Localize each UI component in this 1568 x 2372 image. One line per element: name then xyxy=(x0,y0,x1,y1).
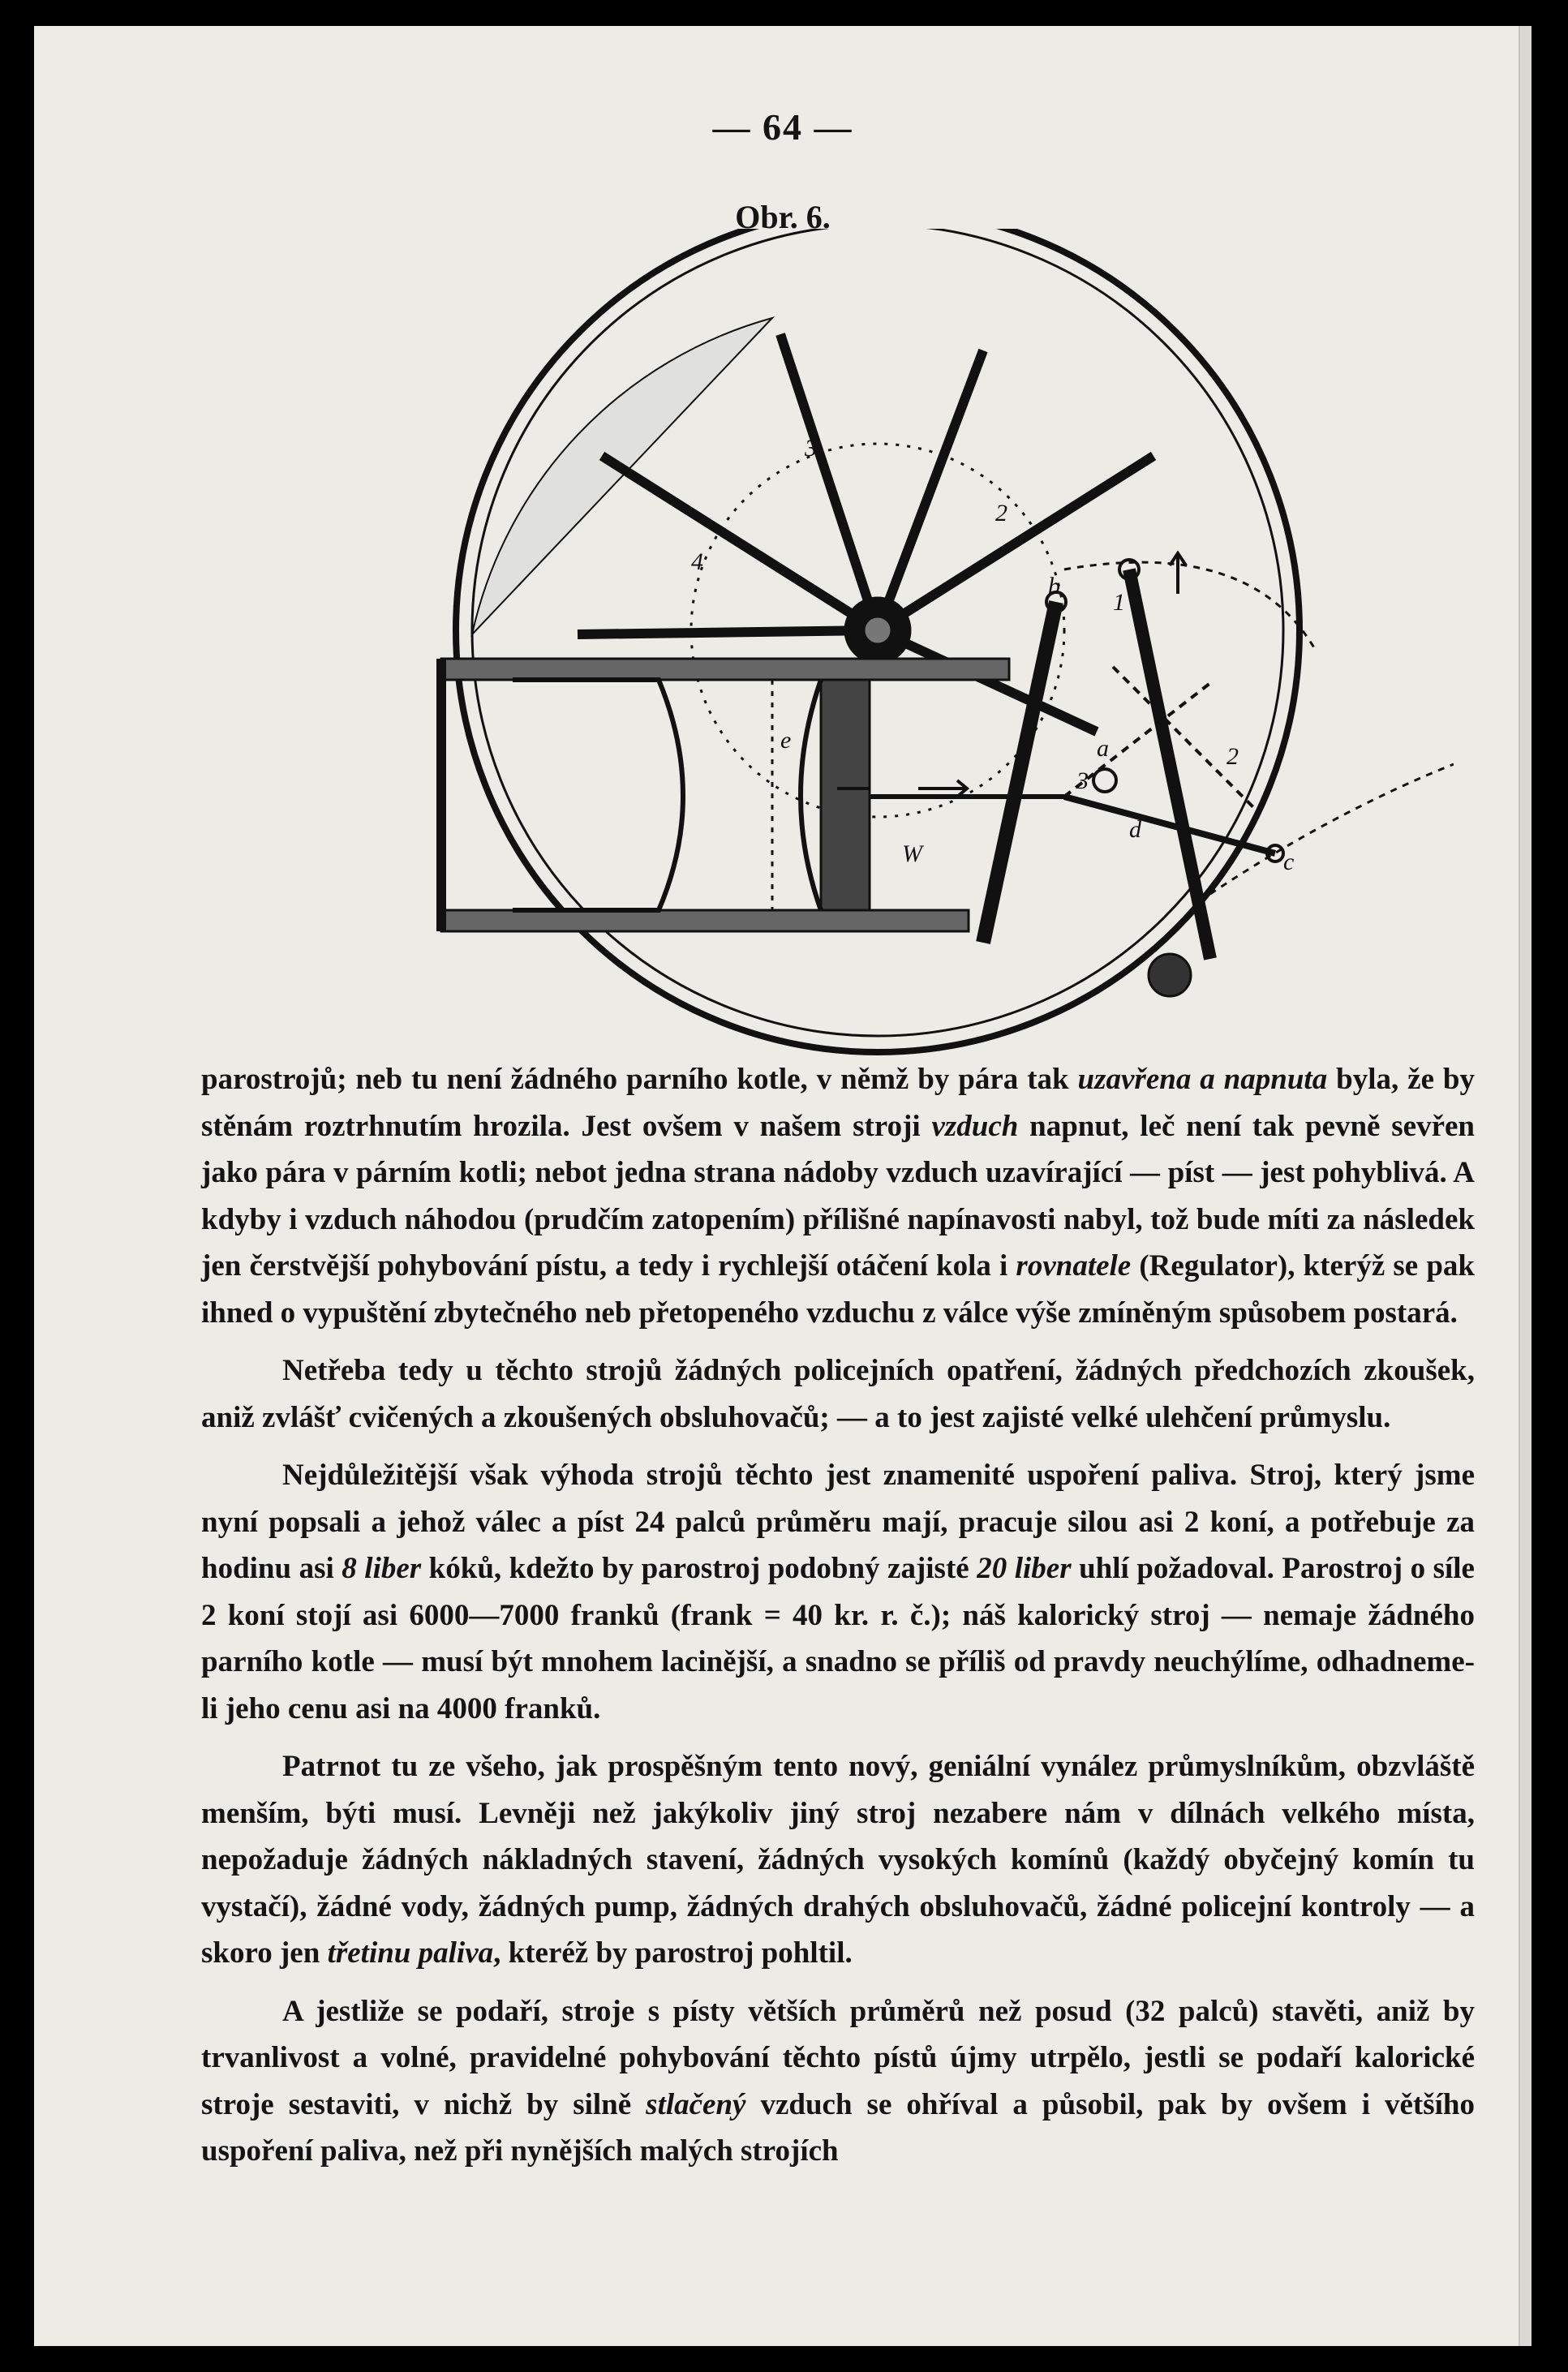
connecting-rod xyxy=(983,602,1056,943)
arrow xyxy=(1170,553,1186,594)
engine-diagram-svg xyxy=(399,229,1454,1056)
italic-term: třetinu paliva xyxy=(327,1936,494,1970)
piston xyxy=(821,680,870,910)
label-spoke-4: 4 xyxy=(691,548,703,575)
italic-term: 8 liber xyxy=(342,1552,422,1585)
paragraph-3: Nejdůležitější však výhoda strojů těchto jest znamenité uspoření paliva. Stroj, který jsme nyní popsali a jehož válec a píst 24 palců průměru mají, pracuje silou asi 2 koní, a potřebuje za hodinu asi 8 liber kóků, kdežto by parostroj podobný zajisté 20 liber uhlí požadoval. Parostroj o síle 2 koní stojí asi 6000—7000 franků (frank = 40 kr. r. č.); náš kalorický stroj — nemaje žádného parního kotle — musí být mnohem lacinější, a snadno se příliš od pravdy neuchýlíme, odhadneme-li jeho cenu asi na 4000 franků. xyxy=(201,1459,1475,1725)
engine-diagram xyxy=(399,229,1454,1056)
page-number: — 64 — xyxy=(712,106,853,148)
label-piston: W xyxy=(902,840,922,867)
piston-curve xyxy=(801,680,821,910)
label-pivot-b: b xyxy=(1048,573,1060,599)
italic-term: 20 liber xyxy=(977,1552,1072,1585)
italic-term: vzduch xyxy=(931,1109,1019,1143)
label-pivot-a: a xyxy=(1097,735,1109,762)
label-point-e: e xyxy=(780,727,792,754)
cylinder-top-wall xyxy=(441,659,1009,680)
italic-term: rovnatele xyxy=(1016,1249,1132,1283)
pivot-joint xyxy=(1093,769,1116,792)
label-pivot-d2: d xyxy=(1129,816,1141,843)
label-spoke-3: 3 xyxy=(805,435,817,462)
cylinder-bottom-wall xyxy=(441,910,969,931)
swing-arc xyxy=(1064,562,1316,651)
label-pivot-d: 1 xyxy=(1113,589,1125,616)
paragraph-5: A jestliže se podaří, stroje s písty větších průměrů než posud (32 palců) stavěti, aniž by trvanlivost a volné, pravidelné pohybování těchto pístů újmy utrpělo, jestli se podaří kalorické stroje sestaviti, v nichž by silně stlačený vzduch se ohříval a působil, pak by ovšem i většího uspoření paliva, než při nynějších malých strojích xyxy=(201,1994,1475,2168)
italic-term: stlačený xyxy=(646,2087,746,2121)
paragraph-4: Patrnot tu ze všeho, jak prospěšným tento nový, geniální vynález průmyslníkům, obzvláště menším, býti musí. Levněji než jakýkoliv jiný stroj nezabere nám v dílnách velkého místa, nepožaduje žádných nákladných stavení, žádných vysokých komínů (každý obyčejný komín tu vystačí), žádné vody, žádných pump, žádných drahých obsluhovačů, žádné policejní kontroly — a skoro jen třetinu paliva, kteréž by parostroj pohltil. xyxy=(201,1750,1475,1970)
hub-center xyxy=(865,617,891,643)
lever-bottom-pivot xyxy=(1149,954,1191,996)
label-spoke-2: 2 xyxy=(995,500,1007,526)
body-text xyxy=(201,1056,1475,2186)
italic-term: uzavřena a napnuta xyxy=(1077,1063,1328,1096)
label-arm-2: 2 xyxy=(1226,743,1239,770)
next-page-edge xyxy=(1519,26,1531,2346)
paragraph-2: Netřeba tedy u těchto strojů žádných policejních opatření, žádných předchozích zkoušek, aniž zvlášť cvičených a zkoušených obsluhovačů; — a to jest zajisté velké ulehčení průmyslu. xyxy=(201,1354,1475,1434)
book-page xyxy=(34,26,1531,2346)
figure-caption: Obr. 6. xyxy=(735,199,831,235)
label-arm-3: 3 xyxy=(1076,767,1089,794)
lever-arm xyxy=(1129,569,1210,959)
paragraph-1: parostrojů; neb tu není žádného parního kotle, v němž by pára tak uzavřena a napnuta byla, že by stěnám roztrhnutím hrozila. Jest ovšem v našem stroji vzduch napnut, leč není tak pevně sevřen jako pára v párním kotli; nebot jedna strana nádoby vzduch uzavírající — píst — jest pohyblivá. A kdyby i vzduch náhodou (prudčím zatopením) přílišné napínavosti nabyl, tož bude míti za následek jen čerstvější pohybování pístu, a tedy i rychlejší otáčení kola i rovnatele (Regulator), kterýž se pak ihned o vypuštění zbytečného neb přetopeného vzduchu z válce výše zmíněným spůsobem postará. xyxy=(201,1063,1476,1330)
hatched-sector xyxy=(472,318,772,634)
label-pivot-c: c xyxy=(1283,849,1295,875)
